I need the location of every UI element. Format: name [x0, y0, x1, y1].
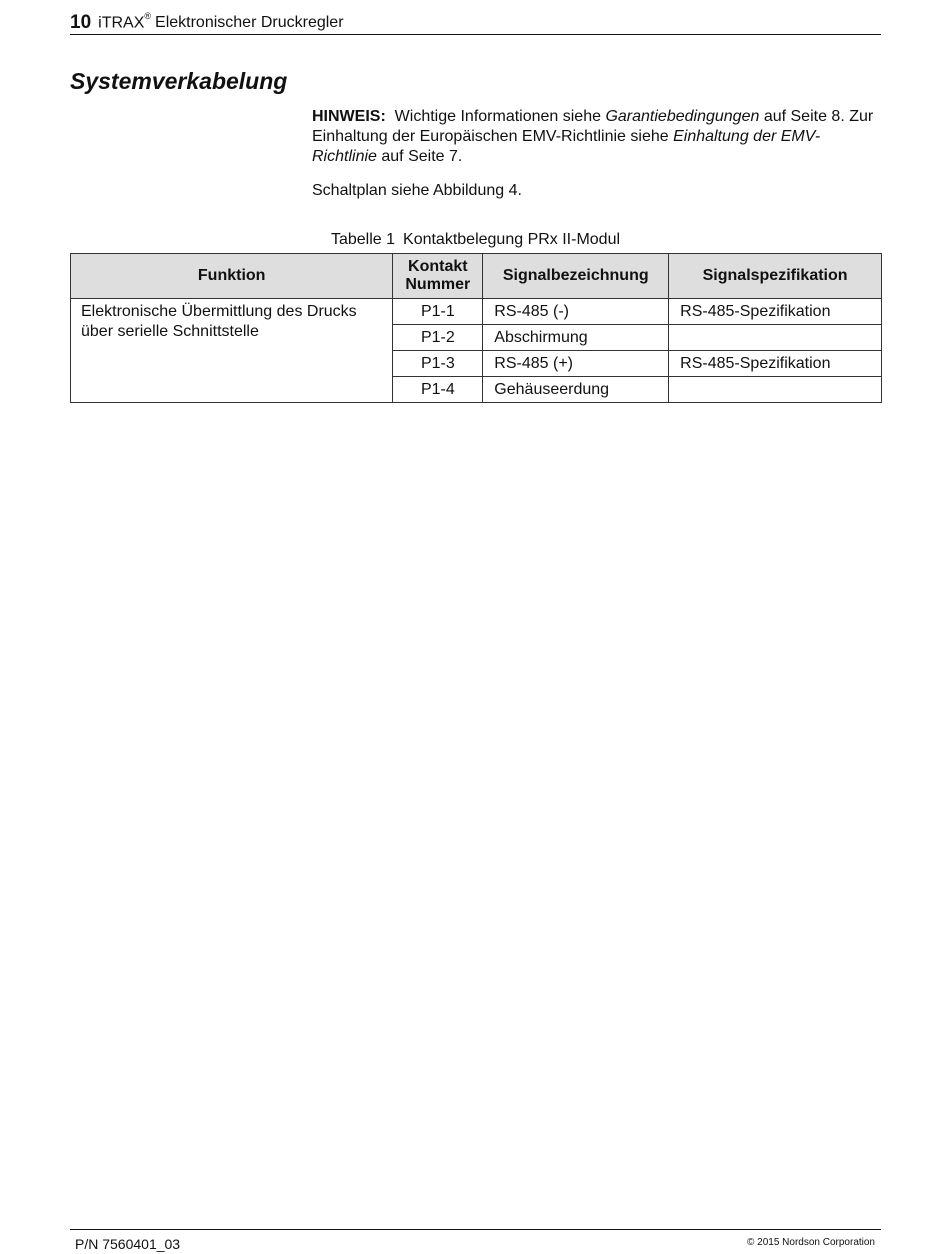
registered-mark: ®	[144, 10, 152, 21]
page-number: 10	[70, 12, 92, 33]
note-text-2: auf Seite 8. Zur Einhaltung der Europäischen EMV-Richtlinie siehe	[312, 108, 874, 145]
header-kontakt-line2: Nummer	[405, 276, 471, 293]
schaltplan-reference: Schaltplan siehe Abbildung 4.	[312, 182, 522, 199]
spec-cell	[669, 325, 882, 351]
pin-cell: P1-3	[393, 351, 483, 377]
header-title: Elektronischer Druckregler	[155, 14, 344, 31]
signal-cell: Gehäuseerdung	[483, 377, 669, 403]
page-header	[70, 10, 881, 35]
product-name-text: iTRAX	[98, 14, 145, 31]
spec-cell: RS-485-Spezifikation	[669, 299, 882, 325]
footer-part-number: P/N 7560401_03	[75, 1236, 181, 1252]
signal-cell: RS-485 (+)	[483, 351, 669, 377]
funktion-cell: Elektronische Übermittlung des Drucks über serielle Schnittstelle	[71, 299, 393, 403]
header-kontakt-nummer	[393, 254, 483, 299]
table-caption-title: Kontaktbelegung PRx II-Modul	[403, 231, 621, 248]
footer-divider	[70, 1229, 881, 1230]
note-ref-garantie: Garantiebedingungen	[605, 108, 760, 125]
header-funktion: Funktion	[71, 254, 393, 299]
note-paragraph	[312, 107, 882, 167]
table-caption	[70, 230, 881, 250]
footer-copyright: © 2015 Nordson Corporation	[747, 1237, 875, 1248]
note-ref-emv: Einhaltung der EMV-Richtlinie	[312, 128, 821, 165]
header-kontakt-line1: Kontakt	[408, 258, 468, 275]
pin-assignment-table	[70, 253, 882, 403]
header-signalbezeichnung: Signalbezeichnung	[483, 254, 669, 299]
section-title: Systemverkabelung	[70, 68, 288, 94]
table-caption-label: Tabelle 1	[330, 231, 396, 248]
header-signalspezifikation: Signalspezifikation	[669, 254, 882, 299]
note-text-3: auf Seite 7.	[381, 148, 463, 165]
pin-cell: P1-4	[393, 377, 483, 403]
product-name	[98, 7, 151, 34]
note-label: HINWEIS:	[312, 108, 386, 125]
note-text-1: Wichtige Informationen siehe	[394, 108, 601, 125]
spec-cell	[669, 377, 882, 403]
spec-cell: RS-485-Spezifikation	[669, 351, 882, 377]
signal-cell: RS-485 (-)	[483, 299, 669, 325]
table-header-row	[71, 254, 882, 299]
table-row	[71, 299, 882, 325]
pin-cell: P1-2	[393, 325, 483, 351]
signal-cell: Abschirmung	[483, 325, 669, 351]
pin-cell: P1-1	[393, 299, 483, 325]
